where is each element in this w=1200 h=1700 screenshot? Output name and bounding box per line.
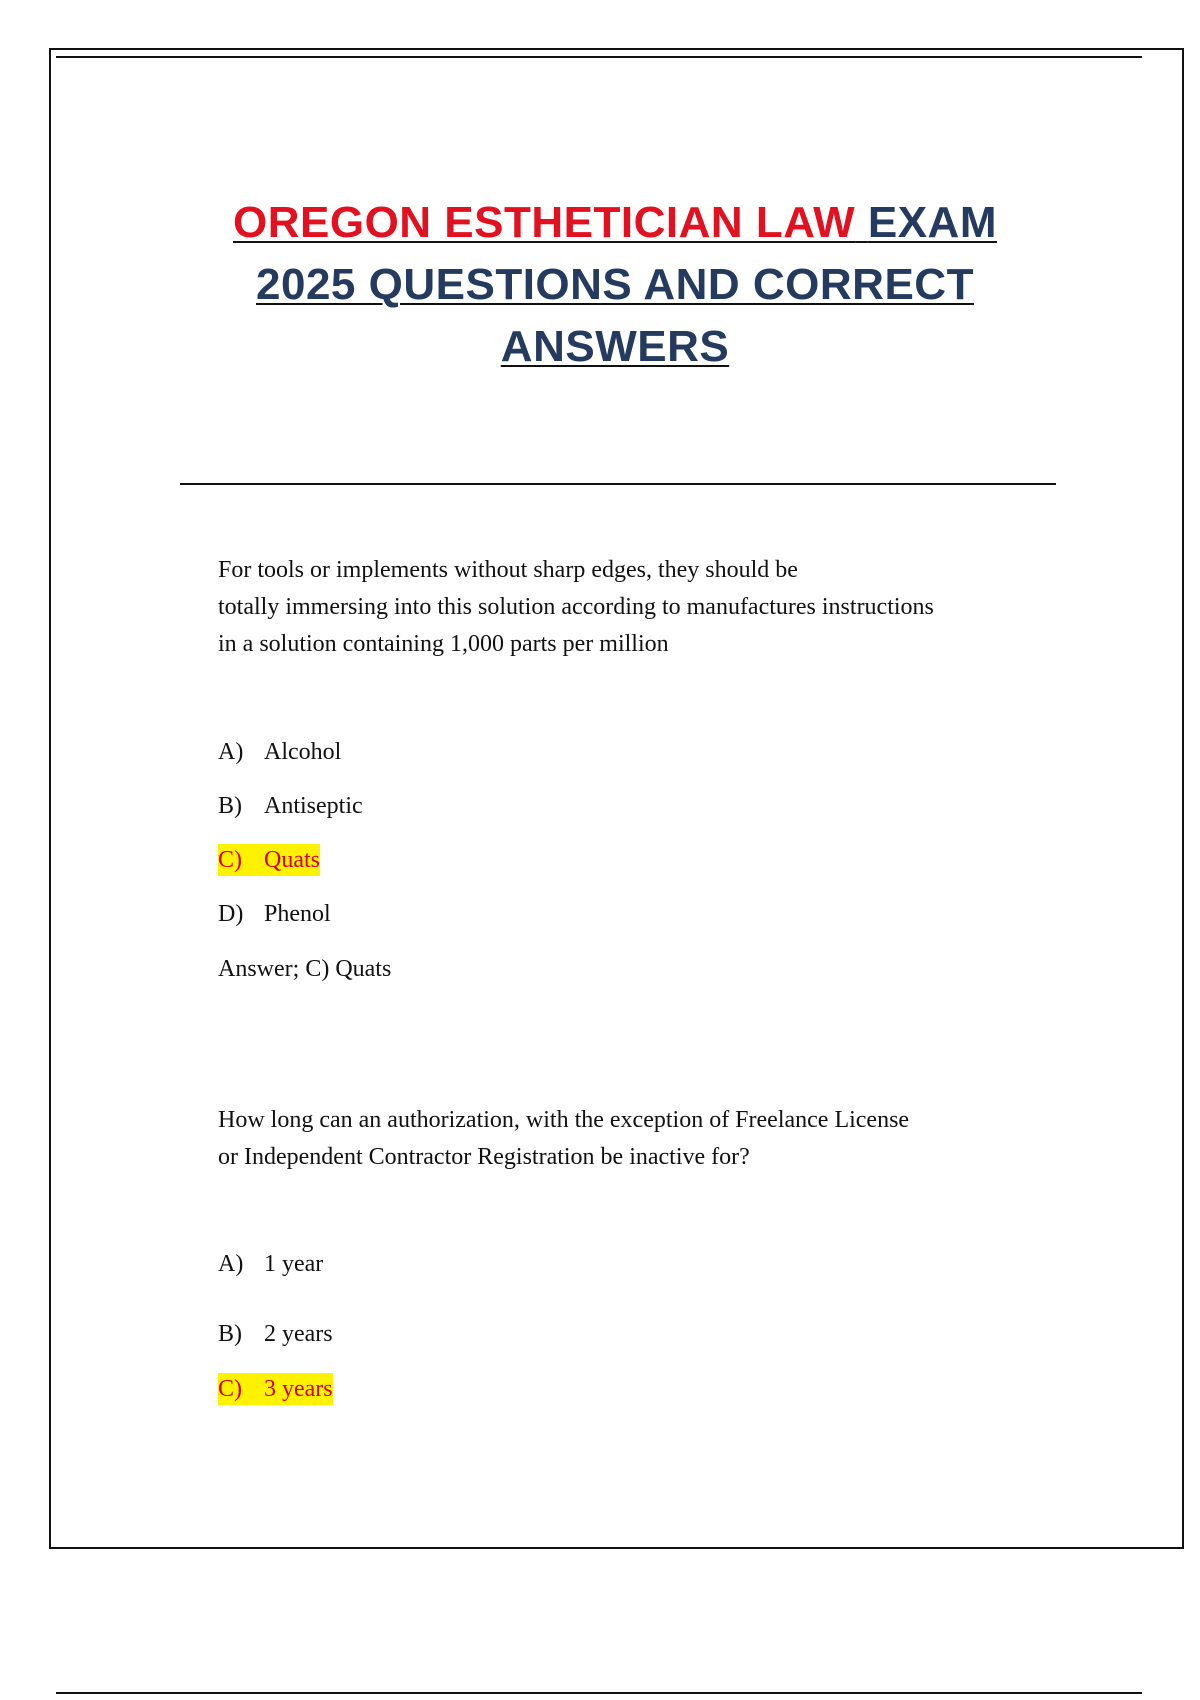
document-title (150, 192, 1080, 378)
question-1-option-c-highlighted: C) Quats (218, 844, 320, 876)
section-divider (180, 483, 1056, 485)
question-2-line: or Independent Contractor Registration be inactive for? (218, 1144, 750, 1170)
question-1-line: For tools or implements without sharp edges, they should be (218, 557, 798, 583)
title-line-1 (150, 192, 1080, 254)
question-1-line: in a solution containing 1,000 parts per million (218, 631, 669, 657)
question-1-option-b: B) Antiseptic (218, 793, 363, 819)
question-1-option-d: D) Phenol (218, 901, 331, 927)
question-1-line: totally immersing into this solution according to manufactures instructions (218, 594, 934, 620)
title-navy-part: EXAM (867, 198, 997, 247)
question-2-line: How long can an authorization, with the exception of Freelance License (218, 1107, 910, 1133)
question-2-text (218, 1102, 1078, 1176)
question-2-option-b: B) 2 years (218, 1321, 333, 1347)
question-2-option-c-highlighted: C) 3 years (218, 1373, 333, 1405)
title-red-part: OREGON ESTHETICIAN LAW (233, 198, 856, 247)
top-rule (56, 56, 1142, 58)
question-2-option-a: A) 1 year (218, 1251, 324, 1277)
title-line-2: 2025 QUESTIONS AND CORRECT (256, 260, 974, 309)
question-1-answer: Answer; C) Quats (218, 956, 392, 982)
title-line-3: ANSWERS (500, 322, 730, 371)
question-1-option-a: A) Alcohol (218, 739, 342, 765)
question-1-text (218, 552, 1078, 663)
bottom-rule (56, 1692, 1142, 1694)
